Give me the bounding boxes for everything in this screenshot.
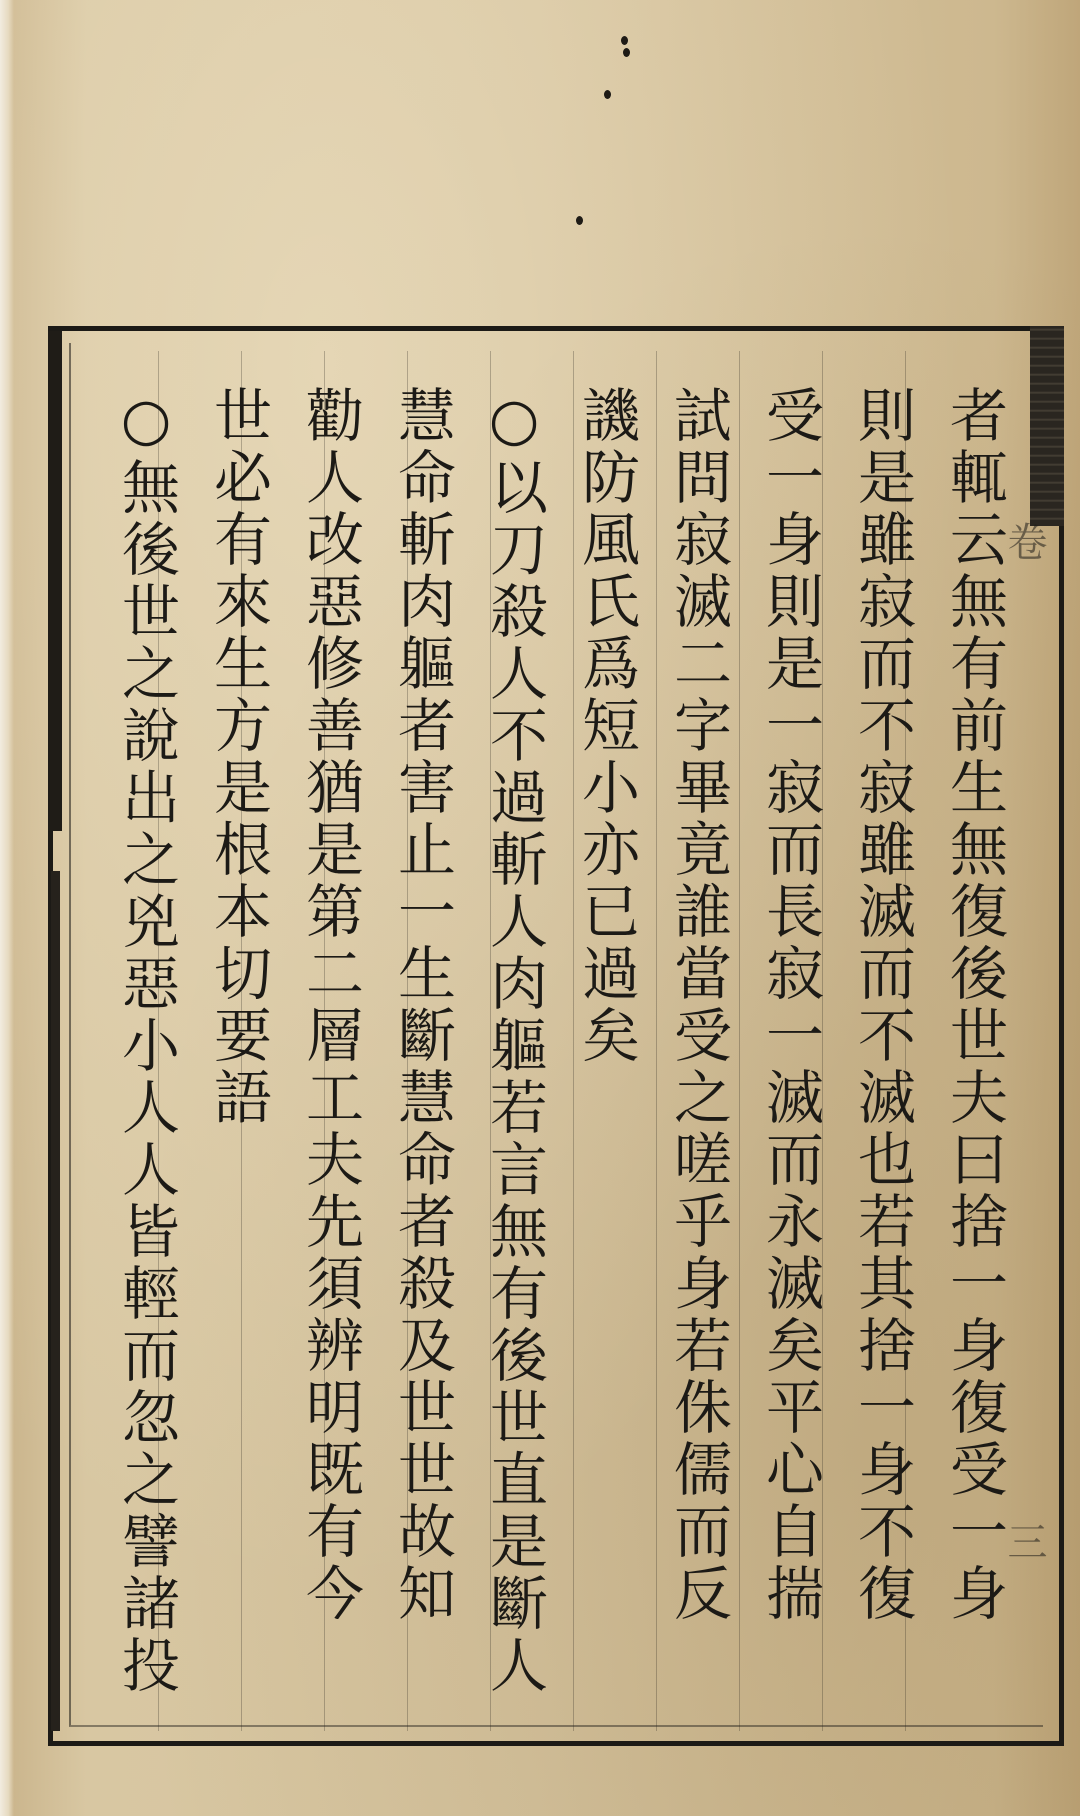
text-column: 者輒云無有前生無復後世夫曰捨一身復受一身 xyxy=(940,385,1008,1625)
text-column: 勸人改惡修善猶是第二層工夫先須辨明既有今 xyxy=(296,385,364,1625)
text-column: 則是雖寂而不寂雖滅而不滅也若其捨一身不復 xyxy=(848,385,916,1625)
margin-number: 三 xyxy=(1001,1521,1047,1567)
text-column: 譏防風氏爲短小亦已過矣 xyxy=(572,385,640,1067)
ink-dot xyxy=(621,36,628,45)
frame-right-edge xyxy=(1030,326,1064,526)
text-column: 慧命斬肉軀者害止一生斷慧命者殺及世世故知 xyxy=(388,385,456,1625)
ink-dot xyxy=(576,216,583,225)
frame-left-edge-lower xyxy=(51,871,60,1731)
ink-dot xyxy=(623,48,630,57)
vertical-text-block xyxy=(60,385,1020,1735)
text-column: ○以刀殺人不過斬人肉軀若言無有後世直是斷人 xyxy=(480,385,548,1697)
margin-label: 卷 xyxy=(1001,521,1047,567)
text-column: 世必有來生方是根本切要語 xyxy=(204,385,272,1129)
text-column: 試問寂滅二字畢竟誰當受之嗟乎身若侏儒而反 xyxy=(664,385,732,1625)
text-column: 受一身則是一寂而長寂一滅而永滅矣平心自揣 xyxy=(756,385,824,1625)
text-column: ○無後世之說出之兇惡小人人皆輕而忽之譬諸投 xyxy=(112,385,180,1697)
ink-dot xyxy=(604,90,611,99)
page-edge xyxy=(0,0,14,1816)
